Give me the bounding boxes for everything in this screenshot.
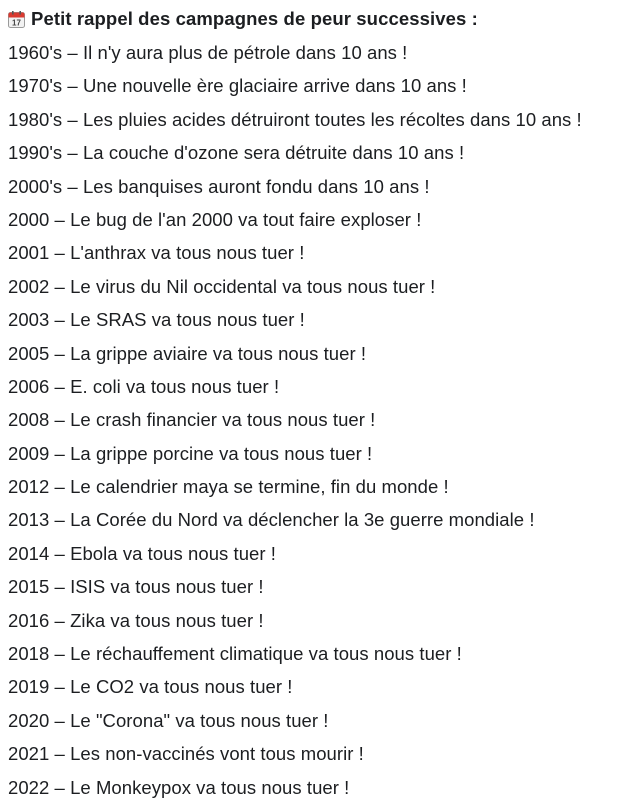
- timeline-item: 1970's – Une nouvelle ère glaciaire arrive dans 10 ans !: [8, 75, 467, 97]
- timeline-item: 1960's – Il n'y aura plus de pétrole dans 10 ans !: [8, 42, 408, 63]
- post-content: [0, 2, 628, 797]
- timeline-item: 2022 – Le Monkeypox va tous nous tuer !: [8, 776, 350, 798]
- timeline-item: 1990's – La couche d'ozone sera détruite dans 10 ans !: [8, 142, 465, 164]
- timeline-item: 2001 – L'anthrax va tous nous tuer !: [8, 242, 305, 264]
- calendar-icon-number: 17: [12, 18, 21, 28]
- post-header: [8, 2, 628, 36]
- timeline-item: 1980's – Les pluies acides détruiront toutes les récoltes dans 10 ans !: [8, 108, 582, 130]
- timeline-item: 2006 – E. coli va tous nous tuer !: [8, 375, 280, 397]
- timeline-item: 2002 – Le virus du Nil occidental va tous nous tuer !: [8, 275, 436, 297]
- post-title: Petit rappel des campagnes de peur successives :: [31, 8, 478, 29]
- timeline-item: 2018 – Le réchauffement climatique va tous nous tuer !: [8, 643, 462, 665]
- timeline-item: 2012 – Le calendrier maya se termine, fin du monde !: [8, 476, 449, 498]
- timeline-item: 2020 – Le "Corona" va tous nous tuer !: [8, 709, 329, 731]
- timeline-item: 2009 – La grippe porcine va tous nous tuer !: [8, 442, 373, 464]
- timeline-item: 2019 – Le CO2 va tous nous tuer !: [8, 676, 293, 698]
- calendar-icon: [8, 11, 25, 28]
- timeline-item: 2015 – ISIS va tous nous tuer !: [8, 576, 264, 598]
- timeline-item: 2003 – Le SRAS va tous nous tuer !: [8, 309, 305, 331]
- timeline-list: [8, 36, 628, 804]
- timeline-item: 2014 – Ebola va tous nous tuer !: [8, 542, 276, 564]
- timeline-item: 2021 – Les non-vaccinés vont tous mourir !: [8, 743, 364, 765]
- timeline-item: 2008 – Le crash financier va tous nous tuer !: [8, 409, 376, 431]
- timeline-item: 2000 – Le bug de l'an 2000 va tout faire exploser !: [8, 208, 422, 230]
- timeline-item: 2005 – La grippe aviaire va tous nous tuer !: [8, 342, 367, 364]
- timeline-item: 2016 – Zika va tous nous tuer !: [8, 609, 264, 631]
- timeline-item: 2013 – La Corée du Nord va déclencher la 3e guerre mondiale !: [8, 509, 535, 531]
- timeline-item: 2000's – Les banquises auront fondu dans 10 ans !: [8, 175, 430, 197]
